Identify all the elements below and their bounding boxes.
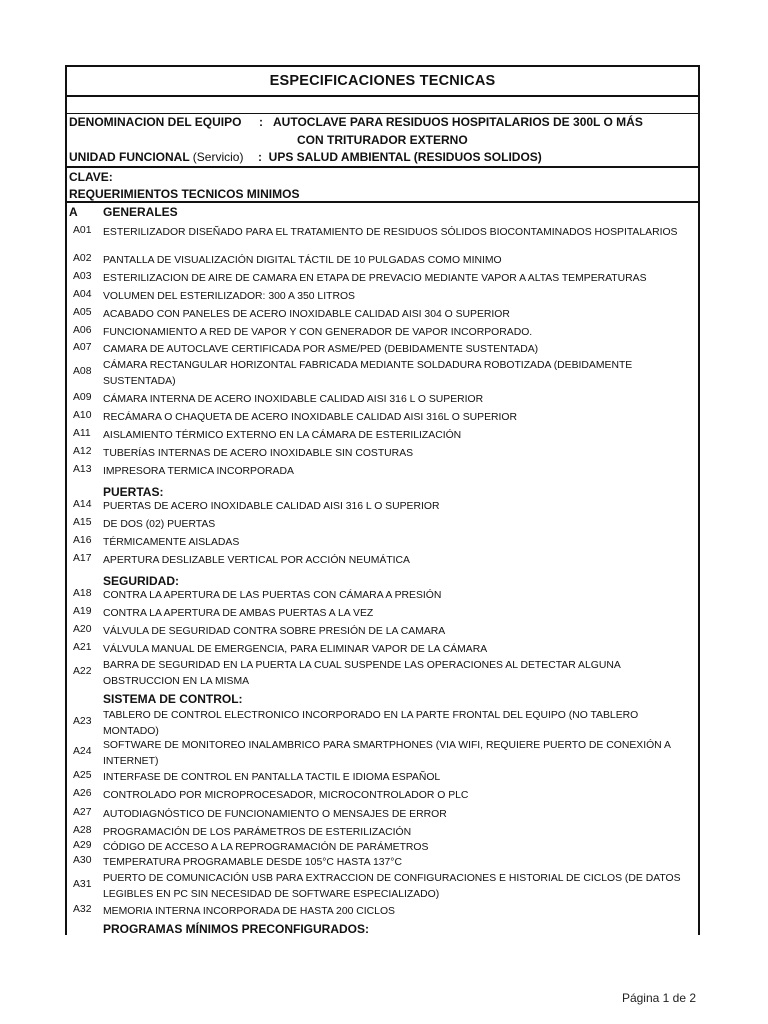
item-code: A31 [73, 879, 92, 890]
item-code: A06 [73, 325, 92, 336]
section-puertas: PUERTAS: [103, 485, 164, 499]
item-text [103, 517, 698, 533]
item-text-line-1: TÉRMICAMENTE AISLADAS [103, 537, 240, 548]
item-code: A30 [73, 855, 92, 866]
item-text [103, 446, 698, 462]
item-code: A17 [73, 553, 92, 564]
item-code: A11 [73, 428, 91, 439]
item-text-line-1: RECÁMARA O CHAQUETA DE ACERO INOXIDABLE CALIDAD AISI 316L O SUPERIOR [103, 412, 518, 423]
item-text-line-1: FUNCIONAMIENTO A RED DE VAPOR Y CON GENERADOR DE VAPOR INCORPORADO. [103, 327, 533, 338]
spec-table [65, 65, 700, 935]
item-code: A08 [73, 366, 92, 377]
item-code: A23 [73, 716, 92, 727]
item-code: A21 [73, 642, 92, 653]
unidad-label [69, 150, 243, 164]
item-text [103, 708, 698, 740]
item-code: A12 [73, 446, 92, 457]
item-text-line-1: IMPRESORA TERMICA INCORPORADA [103, 466, 294, 477]
item-text [103, 253, 698, 269]
equipment-block [67, 114, 698, 168]
item-text-line-1: BARRA DE SEGURIDAD EN LA PUERTA LA CUAL SUSPENDE LAS OPERACIONES AL DETECTAR ALGUNA [103, 660, 621, 671]
item-text [103, 871, 698, 903]
item-text [103, 807, 698, 823]
item-text-line-1: ESTERILIZACION DE AIRE DE CAMARA EN ETAPA DE PREVACIO MEDIANTE VAPOR A ALTAS TEMPERATURAS [103, 273, 647, 284]
unidad-servicio: (Servicio) [192, 150, 244, 164]
item-code: A29 [73, 840, 92, 851]
item-text [103, 788, 698, 804]
item-text-line-1: PUERTAS DE ACERO INOXIDABLE CALIDAD AISI 316 L O SUPERIOR [103, 501, 440, 512]
item-code: A25 [73, 770, 92, 781]
item-text-line-1: APERTURA DESLIZABLE VERTICAL POR ACCIÓN NEUMÁTICA [103, 555, 410, 566]
item-code: A02 [73, 253, 92, 264]
item-text-line-1: PANTALLA DE VISUALIZACIÓN DIGITAL TÁCTIL DE 10 PULGADAS COMO MINIMO [103, 255, 502, 266]
clave-block [67, 168, 698, 203]
item-code: A19 [73, 606, 92, 617]
item-text-line-1: AUTODIAGNÓSTICO DE FUNCIONAMIENTO O MENSAJES DE ERROR [103, 809, 447, 820]
item-text [103, 553, 698, 569]
item-text [103, 307, 698, 323]
item-text [103, 535, 698, 551]
item-text-line-1: CONTROLADO POR MICROPROCESADOR, MICROCONTROLADOR O PLC [103, 790, 469, 801]
clave-label: CLAVE: [69, 170, 113, 184]
item-text-line-2: INTERNET) [103, 756, 159, 767]
denominacion-label: DENOMINACION DEL EQUIPO [69, 115, 242, 129]
item-code: A03 [73, 271, 92, 282]
unidad-value-text: UPS SALUD AMBIENTAL (RESIDUOS SOLIDOS) [268, 150, 542, 164]
item-code: A18 [73, 588, 92, 599]
item-text [103, 606, 698, 622]
item-text-line-1: DE DOS (02) PUERTAS [103, 519, 216, 530]
denominacion-value-1: AUTOCLAVE PARA RESIDUOS HOSPITALARIOS DE 300L O MÁS [273, 115, 643, 129]
section-a-code: A [69, 205, 78, 219]
item-code: A04 [73, 289, 92, 300]
item-text-line-1: VOLUMEN DEL ESTERILIZADOR: 300 A 350 LITROS [103, 291, 355, 302]
item-text [103, 588, 698, 604]
page-title: ESPECIFICACIONES TECNICAS [67, 67, 698, 97]
item-text-line-1: PUERTO DE COMUNICACIÓN USB PARA EXTRACCION DE CONFIGURACIONES E HISTORIAL DE CICLOS (DE DATOS [103, 873, 681, 884]
item-text [103, 342, 698, 358]
item-text-line-1: VÁLVULA MANUAL DE EMERGENCIA, PARA ELIMINAR VAPOR DE LA CÁMARA [103, 644, 488, 655]
item-text [103, 289, 698, 305]
item-text-line-1: ESTERILIZADOR DISEÑADO PARA EL TRATAMIENTO DE RESIDUOS SÓLIDOS BIOCONTAMINADOS HOSPITALARIOS [103, 227, 678, 238]
item-text-line-1: CAMARA DE AUTOCLAVE CERTIFICADA POR ASME/PED (DEBIDAMENTE SUSTENTADA) [103, 344, 539, 355]
item-text [103, 770, 698, 786]
section-programas: PROGRAMAS MÍNIMOS PRECONFIGURADOS: [103, 922, 370, 936]
item-text [103, 658, 698, 690]
unidad-colon: : [258, 150, 262, 164]
item-text-line-1: SOFTWARE DE MONITOREO INALAMBRICO PARA SMARTPHONES (VIA WIFI, REQUIERE PUERTO DE CONEXIÓN A [103, 740, 671, 751]
item-code: A32 [73, 904, 92, 915]
item-code: A24 [73, 746, 92, 757]
item-code: A05 [73, 307, 92, 318]
item-text-line-1: CÁMARA INTERNA DE ACERO INOXIDABLE CALIDAD AISI 316 L O SUPERIOR [103, 394, 484, 405]
item-code: A28 [73, 825, 92, 836]
item-text [103, 325, 698, 341]
item-text [103, 855, 698, 871]
item-text [103, 410, 698, 426]
item-code: A22 [73, 666, 92, 677]
item-text-line-1: CONTRA LA APERTURA DE AMBAS PUERTAS A LA VEZ [103, 608, 374, 619]
item-text [103, 825, 698, 841]
item-code: A07 [73, 342, 92, 353]
item-code: A01 [73, 225, 92, 236]
item-code: A15 [73, 517, 92, 528]
section-seguridad: SEGURIDAD: [103, 574, 180, 588]
item-text [103, 840, 698, 856]
item-text [103, 904, 698, 920]
item-text-line-1: VÁLVULA DE SEGURIDAD CONTRA SOBRE PRESIÓN DE LA CAMARA [103, 626, 446, 637]
item-text [103, 428, 698, 444]
item-text-line-1: CÁMARA RECTANGULAR HORIZONTAL FABRICADA MEDIANTE SOLDADURA ROBOTIZADA (DEBIDAMENTE [103, 360, 633, 371]
item-text-line-1: TUBERÍAS INTERNAS DE ACERO INOXIDABLE SIN COSTURAS [103, 448, 414, 459]
denominacion-value-2: CON TRITURADOR EXTERNO [297, 133, 468, 147]
item-text-line-1: CÓDIGO DE ACCESO A LA REPROGRAMACIÓN DE PARÁMETROS [103, 842, 429, 853]
item-text [103, 225, 698, 241]
item-text-line-2: OBSTRUCCION EN LA MISMA [103, 676, 250, 687]
blank-row [67, 97, 698, 114]
page-number: Página 1 de 2 [621, 991, 696, 1005]
item-text-line-2: LEGIBLES EN PC SIN NECESIDAD DE SOFTWARE ESPECIALIZADO) [103, 889, 440, 900]
item-text [103, 392, 698, 408]
item-text-line-2: SUSTENTADA) [103, 376, 176, 387]
item-code: A26 [73, 788, 92, 799]
item-text-line-1: CONTRA LA APERTURA DE LAS PUERTAS CON CÁMARA A PRESIÓN [103, 590, 442, 601]
item-code: A16 [73, 535, 92, 546]
item-text [103, 642, 698, 658]
item-code: A13 [73, 464, 92, 475]
item-text [103, 624, 698, 640]
item-code: A10 [73, 410, 92, 421]
item-text [103, 358, 698, 390]
item-text-line-1: ACABADO CON PANELES DE ACERO INOXIDABLE CALIDAD AISI 304 O SUPERIOR [103, 309, 510, 320]
item-text [103, 738, 698, 770]
item-text-line-1: INTERFASE DE CONTROL EN PANTALLA TACTIL E IDIOMA ESPAÑOL [103, 772, 441, 783]
item-text-line-1: MEMORIA INTERNA INCORPORADA DE HASTA 200 CICLOS [103, 906, 395, 917]
unidad-label-text: UNIDAD FUNCIONAL [69, 150, 190, 164]
unidad-value [258, 150, 542, 164]
item-text [103, 499, 698, 515]
item-text [103, 464, 698, 480]
item-text-line-2: MONTADO) [103, 726, 159, 737]
section-generales: GENERALES [103, 205, 178, 219]
item-text [103, 271, 698, 287]
item-text-line-1: TABLERO DE CONTROL ELECTRONICO INCORPORADO EN LA PARTE FRONTAL DEL EQUIPO (NO TABLERO [103, 710, 639, 721]
item-code: A14 [73, 499, 92, 510]
item-text-line-1: TEMPERATURA PROGRAMABLE DESDE 105°C HASTA 137°C [103, 857, 402, 868]
section-sistema-control: SISTEMA DE CONTROL: [103, 692, 243, 706]
item-text-line-1: AISLAMIENTO TÉRMICO EXTERNO EN LA CÁMARA DE ESTERILIZACIÓN [103, 430, 462, 441]
requirements-label: REQUERIMIENTOS TECNICOS MINIMOS [69, 187, 300, 201]
item-code: A20 [73, 624, 92, 635]
denominacion-colon: : [259, 115, 263, 129]
item-code: A27 [73, 807, 92, 818]
item-code: A09 [73, 392, 92, 403]
item-text-line-1: PROGRAMACIÓN DE LOS PARÁMETROS DE ESTERILIZACIÓN [103, 827, 412, 838]
